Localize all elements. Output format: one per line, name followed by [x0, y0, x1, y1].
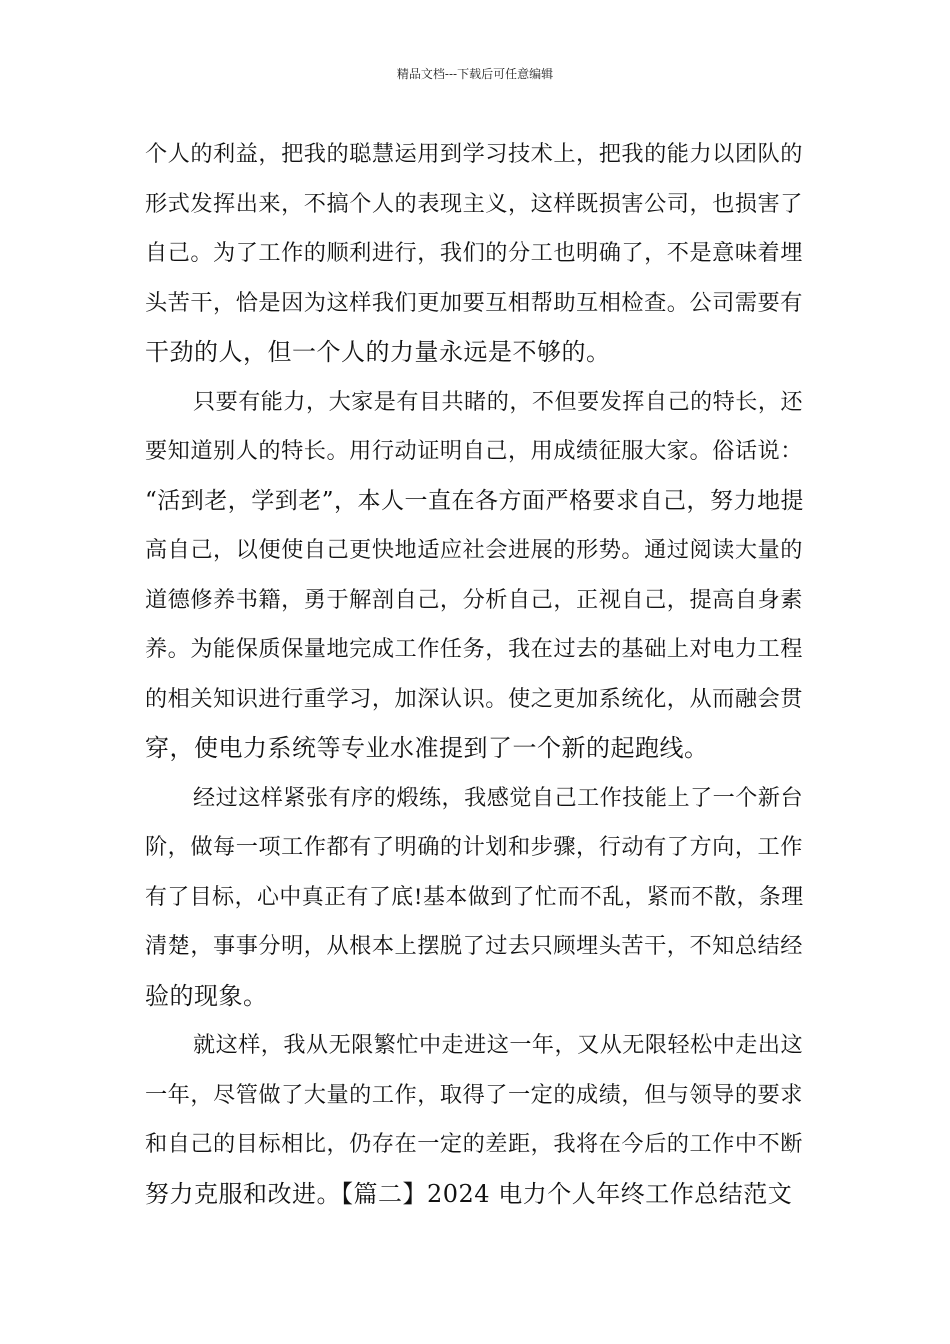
- text-line: 个人的利益，把我的聪慧运用到学习技术上，把我的能力以团队的: [145, 141, 803, 167]
- text-line: 形式发挥出来，不搞个人的表现主义，这样既损害公司，也损害了: [145, 190, 803, 217]
- text-line: 验的现象。: [145, 981, 268, 1010]
- text-line: 的相关知识进行重学习，加深认识。使之更加系统化，从而融会贯: [145, 685, 803, 712]
- text-line: 要知道别人的特长。用行动证明自己，用成绩征服大家。俗话说：: [145, 438, 803, 464]
- text-line: 头苦干，恰是因为这样我们更加要互相帮助互相检查。公司需要有: [145, 289, 803, 316]
- text-line: “活到老，学到老”，本人一直在各方面严格要求自己，努力地提: [145, 487, 805, 514]
- text-line: 就这样，我从无限繁忙中走进这一年，又从无限轻松中走出这: [193, 1032, 804, 1058]
- text-line: 穿，使电力系统等专业水准提到了一个新的起跑线。: [145, 734, 709, 762]
- text-line: 阶，做每一项工作都有了明确的计划和步骤，行动有了方向，工作: [145, 834, 803, 860]
- text-line: 高自己，以便使自己更快地适应社会进展的形势。通过阅读大量的: [145, 537, 803, 563]
- text-line: 自己。为了工作的顺利进行，我们的分工也明确了，不是意味着埋: [145, 240, 803, 266]
- text-line: 和自己的目标相比，仍存在一定的差距，我将在今后的工作中不断: [145, 1131, 803, 1157]
- text-line: 只要有能力，大家是有目共睹的，不但要发挥自己的特长，还: [193, 388, 804, 415]
- text-line: 养。为能保质保量地完成工作任务，我在过去的基础上对电力工程: [145, 636, 803, 662]
- text-line: 经过这样紧张有序的煅练，我感觉自己工作技能上了一个新台: [193, 784, 804, 811]
- text-line: 道德修养书籍，勇于解剖自己，分析自己，正视自己，提高自身素: [145, 586, 803, 613]
- page-header: 精品文档---下载后可任意编辑: [396, 67, 554, 81]
- text-line: 干劲的人，但一个人的力量永远是不够的。: [145, 338, 611, 366]
- text-line: 清楚，事事分明，从根本上摆脱了过去只顾埋头苦干，不知总结经: [145, 933, 803, 959]
- text-line: 努力克服和改进。【篇二】2024 电力个人年终工作总结范文: [145, 1179, 793, 1208]
- text-line: 一年，尽管做了大量的工作，取得了一定的成绩，但与领导的要求: [145, 1081, 803, 1108]
- document-body: [145, 130, 805, 1219]
- text-line: 有了目标，心中真正有了底!基本做到了忙而不乱，紧而不散，条理: [145, 884, 804, 910]
